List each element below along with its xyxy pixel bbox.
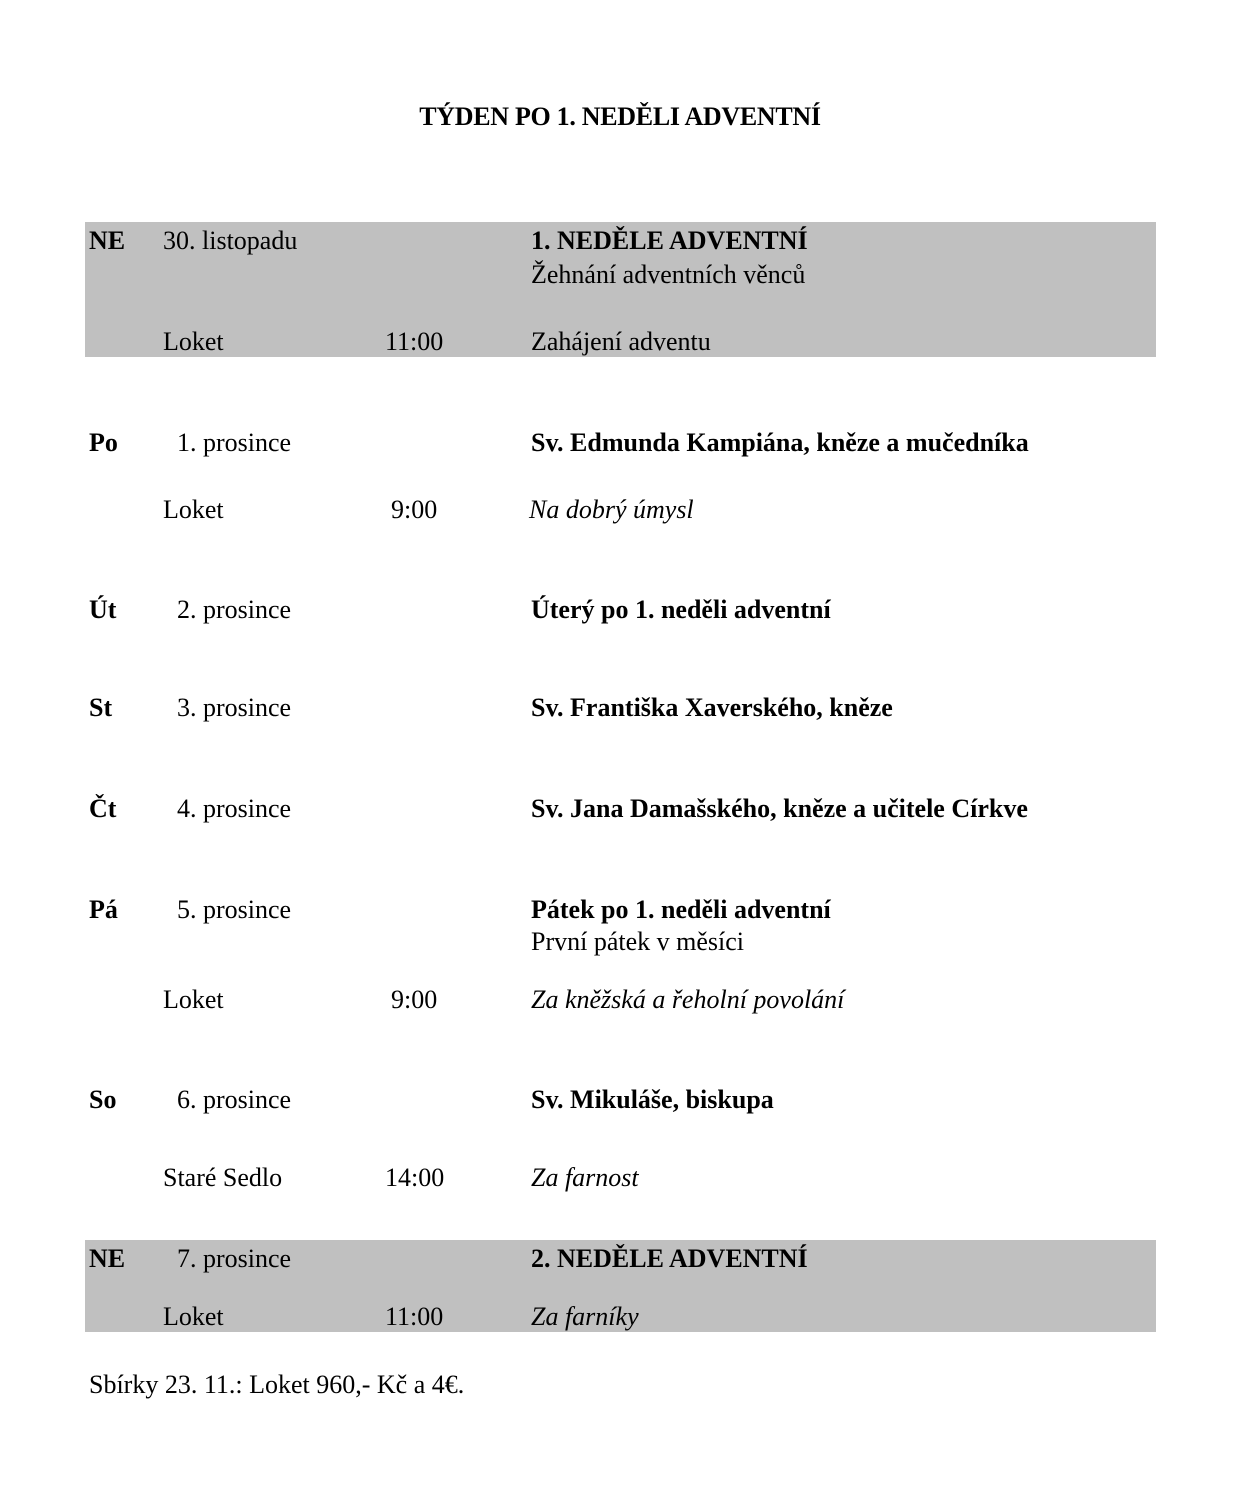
day-abbrev: St — [89, 693, 113, 722]
feast-title: Pátek po 1. neděli adventní — [531, 895, 831, 924]
day-date: 4. prosince — [177, 794, 292, 823]
feast-title: 2. NEDĚLE ADVENTNÍ — [531, 1244, 808, 1273]
service-time: 11:00 — [385, 1302, 444, 1331]
day-date: 3. prosince — [177, 693, 292, 722]
collections-note: Sbírky 23. 11.: Loket 960,- Kč a 4€. — [89, 1370, 465, 1399]
service-intention: Zahájení adventu — [531, 327, 711, 356]
day-abbrev: Pá — [89, 895, 118, 924]
service-intention: Za kněžská a řeholní povolání — [531, 985, 845, 1014]
page-title: TÝDEN PO 1. NEDĚLI ADVENTNÍ — [419, 102, 821, 131]
day-abbrev: NE — [89, 1244, 126, 1273]
day-abbrev: Čt — [89, 794, 117, 823]
service-place: Loket — [163, 985, 224, 1014]
day-abbrev: Út — [89, 595, 117, 624]
day-abbrev: So — [89, 1085, 117, 1114]
feast-note: Žehnání adventních věnců — [531, 260, 806, 289]
day-abbrev: Po — [89, 428, 118, 457]
service-place: Loket — [163, 495, 224, 524]
service-intention: Na dobrý úmysl — [529, 495, 694, 524]
feast-title: Úterý po 1. neděli adventní — [531, 595, 831, 624]
day-date: 1. prosince — [177, 428, 292, 457]
day-date: 5. prosince — [177, 895, 292, 924]
service-time: 9:00 — [391, 495, 438, 524]
feast-title: Sv. Františka Xaverského, kněze — [531, 693, 893, 722]
service-time: 9:00 — [391, 985, 438, 1014]
feast-title: 1. NEDĚLE ADVENTNÍ — [531, 226, 808, 255]
service-time: 11:00 — [385, 327, 444, 356]
day-date: 2. prosince — [177, 595, 292, 624]
service-intention: Za farnost — [531, 1163, 639, 1192]
day-abbrev: NE — [89, 226, 126, 255]
feast-note: První pátek v měsíci — [531, 927, 745, 956]
day-date: 7. prosince — [177, 1244, 292, 1273]
service-place: Loket — [163, 1302, 224, 1331]
feast-title: Sv. Edmunda Kampiána, kněze a mučedníka — [531, 428, 1029, 457]
service-time: 14:00 — [385, 1163, 445, 1192]
feast-title: Sv. Jana Damašského, kněze a učitele Církve — [531, 794, 1028, 823]
service-intention: Za farníky — [531, 1302, 639, 1331]
service-place: Staré Sedlo — [163, 1163, 283, 1192]
day-date: 6. prosince — [177, 1085, 292, 1114]
service-place: Loket — [163, 327, 224, 356]
feast-title: Sv. Mikuláše, biskupa — [531, 1085, 774, 1114]
day-date: 30. listopadu — [163, 226, 298, 255]
